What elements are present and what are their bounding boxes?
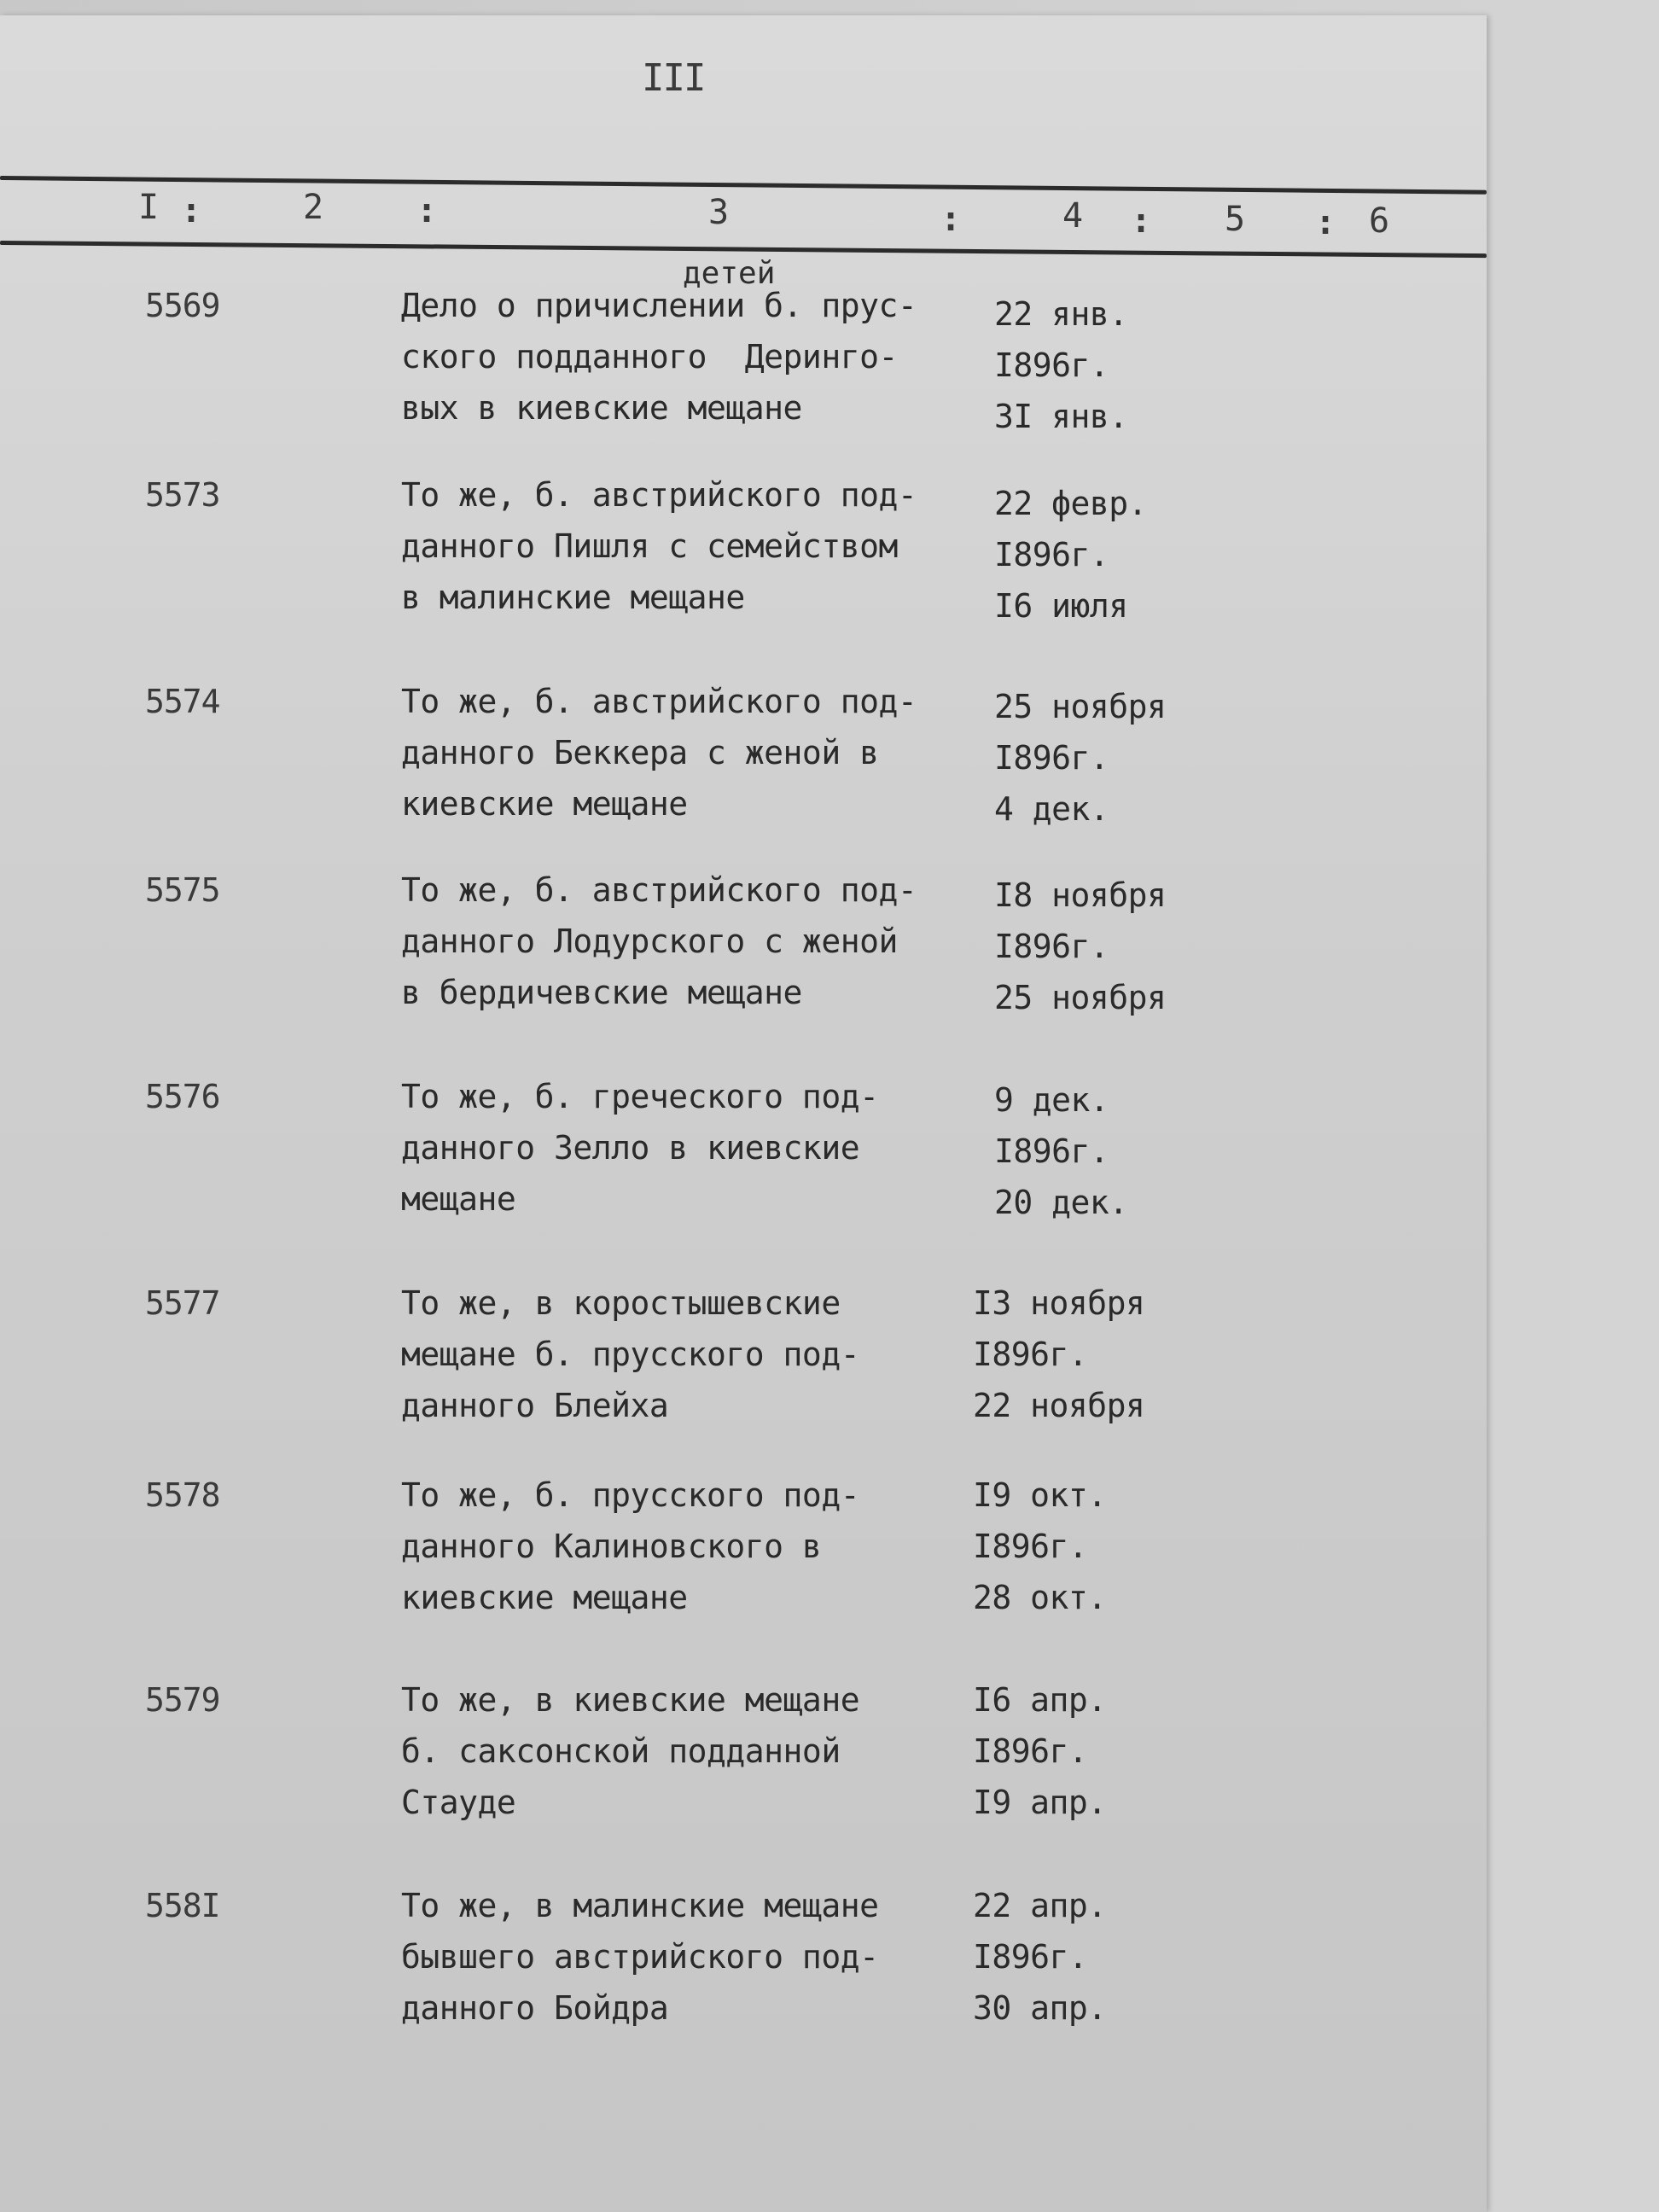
record-end-date: I9 апр.: [973, 1784, 1107, 1821]
column-separator: :: [1131, 201, 1152, 241]
record-number: 5576: [145, 1078, 220, 1115]
record-description-line: То же, б. греческого под-: [401, 1078, 879, 1115]
record-description-line: киевские мещане: [401, 785, 688, 823]
record-description-line: То же, в малинские мещане: [401, 1887, 879, 1924]
record-description-line: То же, б. австрийского под-: [401, 871, 917, 909]
record-description-line: мещане: [401, 1180, 516, 1218]
record-start-date: 22 февр.: [994, 485, 1148, 522]
record-start-date: 22 янв.: [994, 295, 1128, 333]
record-description-line: киевские мещане: [401, 1579, 688, 1616]
record-year: I896г.: [973, 1732, 1088, 1770]
record-description-line: данного Беккера с женой в: [401, 734, 879, 771]
record-year: I896г.: [973, 1528, 1088, 1565]
record-end-date: 3I янв.: [994, 398, 1128, 435]
record-description-line: мещане б. прусского под-: [401, 1336, 860, 1373]
record-description-line: вых в киевские мещане: [401, 389, 802, 427]
record-description-line: То же, б. австрийского под-: [401, 683, 917, 720]
record-start-date: 25 ноября: [994, 688, 1167, 725]
record-description-line: данного Бойдра: [401, 1989, 669, 2027]
record-end-date: 25 ноября: [994, 979, 1167, 1016]
record-year: I896г.: [973, 1938, 1088, 1976]
record-end-date: 22 ноября: [973, 1387, 1145, 1424]
column-header-2: 2: [303, 188, 324, 227]
column-separator: :: [416, 191, 438, 230]
record-description-line: данного Блейха: [401, 1387, 669, 1424]
record-start-date: 22 апр.: [973, 1887, 1107, 1924]
record-number: 5579: [145, 1681, 220, 1719]
record-description-line: данного Пишля с семейством: [401, 527, 898, 565]
record-number: 558I: [145, 1887, 220, 1924]
record-description-line: Стауде: [401, 1784, 516, 1821]
record-end-date: 28 окт.: [973, 1579, 1107, 1616]
record-description-line: То же, в киевские мещане: [401, 1681, 860, 1719]
column-header-5: 5: [1225, 200, 1246, 239]
record-end-date: 20 дек.: [994, 1184, 1128, 1221]
column-separator: :: [1315, 203, 1336, 242]
record-description-line: данного Лодурского с женой: [401, 923, 898, 960]
record-start-date: I9 окт.: [973, 1476, 1107, 1514]
record-year: I896г.: [994, 928, 1109, 965]
record-description-line: данного Калиновского в: [401, 1528, 822, 1565]
record-start-date: I3 ноября: [973, 1284, 1145, 1322]
column-separator: :: [181, 191, 202, 230]
record-year: I896г.: [994, 739, 1109, 777]
record-year: I896г.: [994, 346, 1109, 384]
column-header-6: 6: [1369, 201, 1390, 241]
record-number: 5569: [145, 287, 220, 324]
record-number: 5573: [145, 476, 220, 514]
record-year: I896г.: [994, 536, 1109, 573]
column-header-1: I: [138, 188, 160, 227]
record-description-line: б. саксонской подданной: [401, 1732, 841, 1770]
record-description-line: ского подданного Деринго-: [401, 338, 898, 375]
column-header-3: 3: [708, 193, 730, 232]
record-start-date: 9 дек.: [994, 1081, 1109, 1119]
record-description-line: бывшего австрийского под-: [401, 1938, 879, 1976]
column-separator: :: [940, 200, 962, 239]
document-page: [0, 15, 1487, 2212]
record-year: I896г.: [994, 1132, 1109, 1170]
record-number: 5577: [145, 1284, 220, 1322]
record-number: 5575: [145, 871, 220, 909]
record-description-line: То же, б. австрийского под-: [401, 476, 917, 514]
record-description-line: То же, в коростышевские: [401, 1284, 841, 1322]
column-header-row: [0, 188, 1487, 242]
page-number: III: [642, 56, 705, 100]
continued-text: детей: [683, 256, 776, 291]
record-description-line: Дело о причислении б. прус-: [401, 287, 917, 324]
column-header-4: 4: [1062, 196, 1084, 236]
record-description-line: в малинские мещане: [401, 579, 745, 616]
record-description-line: в бердичевские мещане: [401, 974, 802, 1011]
record-description-line: То же, б. прусского под-: [401, 1476, 860, 1514]
record-end-date: 4 дек.: [994, 790, 1109, 828]
record-number: 5574: [145, 683, 220, 720]
record-end-date: 30 апр.: [973, 1989, 1107, 2027]
record-year: I896г.: [973, 1336, 1088, 1373]
record-description-line: данного Зелло в киевские: [401, 1129, 860, 1167]
record-end-date: I6 июля: [994, 587, 1128, 625]
record-number: 5578: [145, 1476, 220, 1514]
record-start-date: I8 ноября: [994, 876, 1167, 914]
record-start-date: I6 апр.: [973, 1681, 1107, 1719]
